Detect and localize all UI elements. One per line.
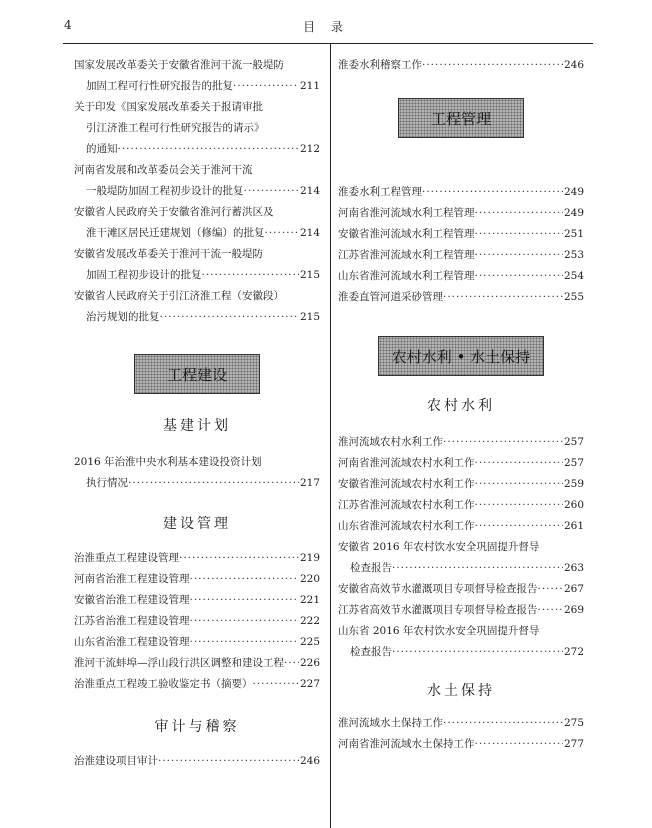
toc-leader-dots xyxy=(475,495,563,516)
toc-entry-title: 淮委直管河道采砂管理 xyxy=(338,291,443,303)
toc-leader-dots xyxy=(392,642,563,663)
toc-entry-title: 引江济淮工程可行性研究报告的请示》 xyxy=(86,122,265,134)
toc-entry-title: 国家发展改革委关于安徽省淮河干流一般堤防 xyxy=(74,59,284,71)
toc-entry xyxy=(74,653,320,674)
toc-entry-title: 加固工程可行性研究报告的批复 xyxy=(86,80,233,92)
toc-page-number: 254 xyxy=(563,270,584,282)
toc-leader-dots xyxy=(190,611,299,632)
toc-leader-dots xyxy=(422,182,563,203)
toc-entry-line xyxy=(74,202,320,223)
header-rule xyxy=(63,43,593,44)
toc-entry-title: 安徽省高效节水灌溉项目专项督导检查报告 xyxy=(338,583,538,595)
toc-entry xyxy=(338,245,584,266)
toc-entry xyxy=(74,674,320,695)
toc-page-number: 249 xyxy=(563,207,584,219)
toc-leader-dots xyxy=(475,203,563,224)
toc-entry-title: 江苏省治淮工程建设管理 xyxy=(74,615,190,627)
toc-page-number: 217 xyxy=(299,477,320,489)
toc-page-number: 214 xyxy=(299,227,320,239)
toc-group-right-pre xyxy=(338,55,584,76)
toc-group-nongcun xyxy=(338,432,584,663)
toc-entry xyxy=(338,453,584,474)
section-banner-gongcheng-guanli: 工程管理 xyxy=(398,98,524,138)
toc-entry xyxy=(74,548,320,569)
toc-entry xyxy=(338,579,584,600)
toc-entry-title: 安徽省淮河流域农村水利工作 xyxy=(338,478,475,490)
subsection-heading-nongcun: 农村水利 xyxy=(427,398,495,414)
toc-entry xyxy=(74,569,320,590)
toc-page-number: 249 xyxy=(563,186,584,198)
toc-entry-title: 安徽省人民政府关于安徽省淮河行蓄洪区及 xyxy=(74,206,274,218)
toc-leader-dots xyxy=(160,307,299,328)
section-banner-nongcun-shuitu: 农村水利 • 水土保持 xyxy=(378,336,544,376)
toc-page-number: 255 xyxy=(563,291,584,303)
toc-entry xyxy=(338,55,584,76)
toc-entry-title: 江苏省淮河流域水利工程管理 xyxy=(338,249,475,261)
toc-leader-dots xyxy=(475,516,563,537)
toc-entry-line xyxy=(74,286,320,307)
toc-entry xyxy=(74,473,320,494)
subsection-heading-jianshe-guanli: 建设管理 xyxy=(163,516,231,532)
toc-page-number: 257 xyxy=(563,457,584,469)
toc-page-number: 277 xyxy=(563,738,584,750)
toc-entry xyxy=(338,558,584,579)
toc-page-number: 220 xyxy=(299,573,320,585)
toc-entry xyxy=(74,611,320,632)
toc-entry-title: 淮河流域水土保持工作 xyxy=(338,717,443,729)
toc-entry-title: 治淮重点工程建设管理 xyxy=(74,552,179,564)
toc-entry xyxy=(338,432,584,453)
toc-leader-dots xyxy=(190,569,299,590)
toc-entry-title: 河南省淮河流域水利工程管理 xyxy=(338,207,475,219)
toc-entry-line xyxy=(74,97,320,118)
toc-entry-title: 检查报告 xyxy=(350,646,392,658)
toc-entry xyxy=(74,223,320,244)
toc-entry xyxy=(338,713,584,734)
toc-entry xyxy=(338,516,584,537)
toc-entry-title: 江苏省高效节水灌溉项目专项督导检查报告 xyxy=(338,604,538,616)
toc-entry-line xyxy=(74,118,320,139)
toc-page-number: 221 xyxy=(299,594,320,606)
toc-page-number: 267 xyxy=(563,583,584,595)
toc-entry-title: 执行情况 xyxy=(86,477,128,489)
toc-leader-dots xyxy=(475,245,563,266)
toc-entry-title: 淮干滩区居民迁建规划（修编）的批复 xyxy=(86,227,265,239)
toc-entry-title: 治淮重点工程竣工验收鉴定书（摘要） xyxy=(74,678,253,690)
toc-group-shenji xyxy=(74,751,320,772)
toc-leader-dots xyxy=(392,558,563,579)
toc-page-number: 246 xyxy=(563,59,584,71)
toc-page-number: 269 xyxy=(563,604,584,616)
toc-entry-line xyxy=(74,55,320,76)
toc-page-number: 260 xyxy=(563,499,584,511)
subsection-heading-jianshe-jihua: 基建计划 xyxy=(163,418,231,434)
right-column xyxy=(338,55,584,755)
toc-leader-dots xyxy=(158,751,299,772)
toc-entry-title: 淮委水利稽察工作 xyxy=(338,59,422,71)
toc-page-number: 257 xyxy=(563,436,584,448)
toc-entry-title: 河南省发展和改革委员会关于淮河干流 xyxy=(74,164,253,176)
toc-entry-title: 一般堤防加固工程初步设计的批复 xyxy=(86,185,244,197)
toc-page-number: 227 xyxy=(299,678,320,690)
toc-page-number: 253 xyxy=(563,249,584,261)
toc-entry xyxy=(74,139,320,160)
toc-entry xyxy=(338,203,584,224)
toc-entry-title: 2016 年治淮中央水利基本建设投资计划 xyxy=(74,456,262,468)
toc-entry-title: 河南省淮河流域水土保持工作 xyxy=(338,738,475,750)
header-title: 目 录 xyxy=(303,20,349,34)
toc-entry-title: 安徽省治淮工程建设管理 xyxy=(74,594,190,606)
toc-page-number: 246 xyxy=(299,755,320,767)
toc-entry-line xyxy=(74,160,320,181)
toc-page-number: 214 xyxy=(299,185,320,197)
column-divider xyxy=(330,44,331,828)
page-number: 4 xyxy=(64,18,72,32)
toc-leader-dots xyxy=(422,55,563,76)
toc-leader-dots xyxy=(265,223,299,244)
toc-entry xyxy=(338,266,584,287)
toc-leader-dots xyxy=(253,674,299,695)
toc-leader-dots xyxy=(118,139,299,160)
toc-entry xyxy=(338,734,584,755)
toc-entry-title: 加固工程初步设计的批复 xyxy=(86,269,202,281)
toc-page-number: 219 xyxy=(299,552,320,564)
toc-entry xyxy=(338,182,584,203)
toc-entry xyxy=(74,76,320,97)
toc-leader-dots xyxy=(475,734,563,755)
toc-entry-title: 山东省 2016 年农村饮水安全巩固提升督导 xyxy=(338,625,540,637)
toc-entry-line xyxy=(74,244,320,265)
toc-entry-title: 山东省淮河流域水利工程管理 xyxy=(338,270,475,282)
toc-leader-dots xyxy=(190,590,299,611)
toc-entry-title: 关于印发《国家发展改革委关于报请审批 xyxy=(74,101,263,113)
toc-page-number: 211 xyxy=(299,80,320,92)
toc-leader-dots xyxy=(443,432,563,453)
toc-entry-title: 淮河干流蚌埠—浮山段行洪区调整和建设工程 xyxy=(74,657,284,669)
toc-entry xyxy=(338,474,584,495)
toc-leader-dots xyxy=(475,224,563,245)
toc-entry-line xyxy=(338,621,584,642)
toc-page-number: 261 xyxy=(563,520,584,532)
toc-page-number: 275 xyxy=(563,717,584,729)
toc-page-number: 225 xyxy=(299,636,320,648)
toc-entry-title: 安徽省发展改革委关于淮河干流一般堤防 xyxy=(74,248,263,260)
toc-entry-title: 河南省治淮工程建设管理 xyxy=(74,573,190,585)
toc-leader-dots xyxy=(538,600,563,621)
toc-entry-title: 治淮建设项目审计 xyxy=(74,755,158,767)
toc-leader-dots xyxy=(128,473,299,494)
toc-page-number: 215 xyxy=(299,311,320,323)
toc-entry xyxy=(74,590,320,611)
section-banner-gongcheng-jianshe: 工程建设 xyxy=(134,354,260,394)
toc-entry xyxy=(74,307,320,328)
toc-entry-title: 安徽省淮河流域水利工程管理 xyxy=(338,228,475,240)
toc-leader-dots xyxy=(244,181,299,202)
toc-page-number: 263 xyxy=(563,562,584,574)
left-column xyxy=(74,55,320,772)
toc-entry-title: 河南省淮河流域农村水利工作 xyxy=(338,457,475,469)
toc-entry-title: 的通知 xyxy=(86,143,118,155)
toc-entry-title: 江苏省淮河流域农村水利工作 xyxy=(338,499,475,511)
toc-page-number: 226 xyxy=(299,657,320,669)
toc-page-number: 222 xyxy=(299,615,320,627)
toc-leader-dots xyxy=(284,653,299,674)
toc-entry xyxy=(338,224,584,245)
toc-entry-line xyxy=(74,452,320,473)
page-header xyxy=(0,0,652,46)
toc-leader-dots xyxy=(190,632,299,653)
toc-group-jihua xyxy=(74,452,320,494)
toc-leader-dots xyxy=(475,453,563,474)
toc-leader-dots xyxy=(475,474,563,495)
toc-entry xyxy=(338,287,584,308)
toc-entry xyxy=(74,181,320,202)
toc-entry-title: 淮河流域农村水利工作 xyxy=(338,436,443,448)
toc-leader-dots xyxy=(538,579,563,600)
toc-entry-title: 山东省治淮工程建设管理 xyxy=(74,636,190,648)
toc-entry-title: 治污规划的批复 xyxy=(86,311,160,323)
toc-group-guanli xyxy=(74,548,320,695)
toc-leader-dots xyxy=(202,265,299,286)
toc-entry xyxy=(338,495,584,516)
toc-entry xyxy=(74,751,320,772)
toc-entry-title: 安徽省人民政府关于引江济淮工程（安徽段） xyxy=(74,290,284,302)
toc-entry-line xyxy=(338,537,584,558)
toc-group-shuitu xyxy=(338,713,584,755)
toc-leader-dots xyxy=(233,76,299,97)
toc-leader-dots xyxy=(475,266,563,287)
toc-entry xyxy=(74,265,320,286)
toc-group-left-pre xyxy=(74,55,320,328)
toc-page-number: 251 xyxy=(563,228,584,240)
toc-page-number: 259 xyxy=(563,478,584,490)
toc-page-number: 272 xyxy=(563,646,584,658)
toc-entry-title: 淮委水利工程管理 xyxy=(338,186,422,198)
toc-entry-title: 检查报告 xyxy=(350,562,392,574)
toc-page-number: 212 xyxy=(299,143,320,155)
toc-group-gongcheng xyxy=(338,182,584,308)
toc-entry-title: 山东省淮河流域农村水利工作 xyxy=(338,520,475,532)
toc-leader-dots xyxy=(443,287,563,308)
toc-entry xyxy=(338,642,584,663)
subsection-heading-shenji: 审计与稽察 xyxy=(154,719,240,735)
toc-entry-title: 安徽省 2016 年农村饮水安全巩固提升督导 xyxy=(338,541,540,553)
toc-page-number: 215 xyxy=(299,269,320,281)
toc-leader-dots xyxy=(443,713,563,734)
toc-entry xyxy=(74,632,320,653)
toc-leader-dots xyxy=(179,548,299,569)
toc-entry xyxy=(338,600,584,621)
subsection-heading-shuitu: 水土保持 xyxy=(427,683,495,699)
